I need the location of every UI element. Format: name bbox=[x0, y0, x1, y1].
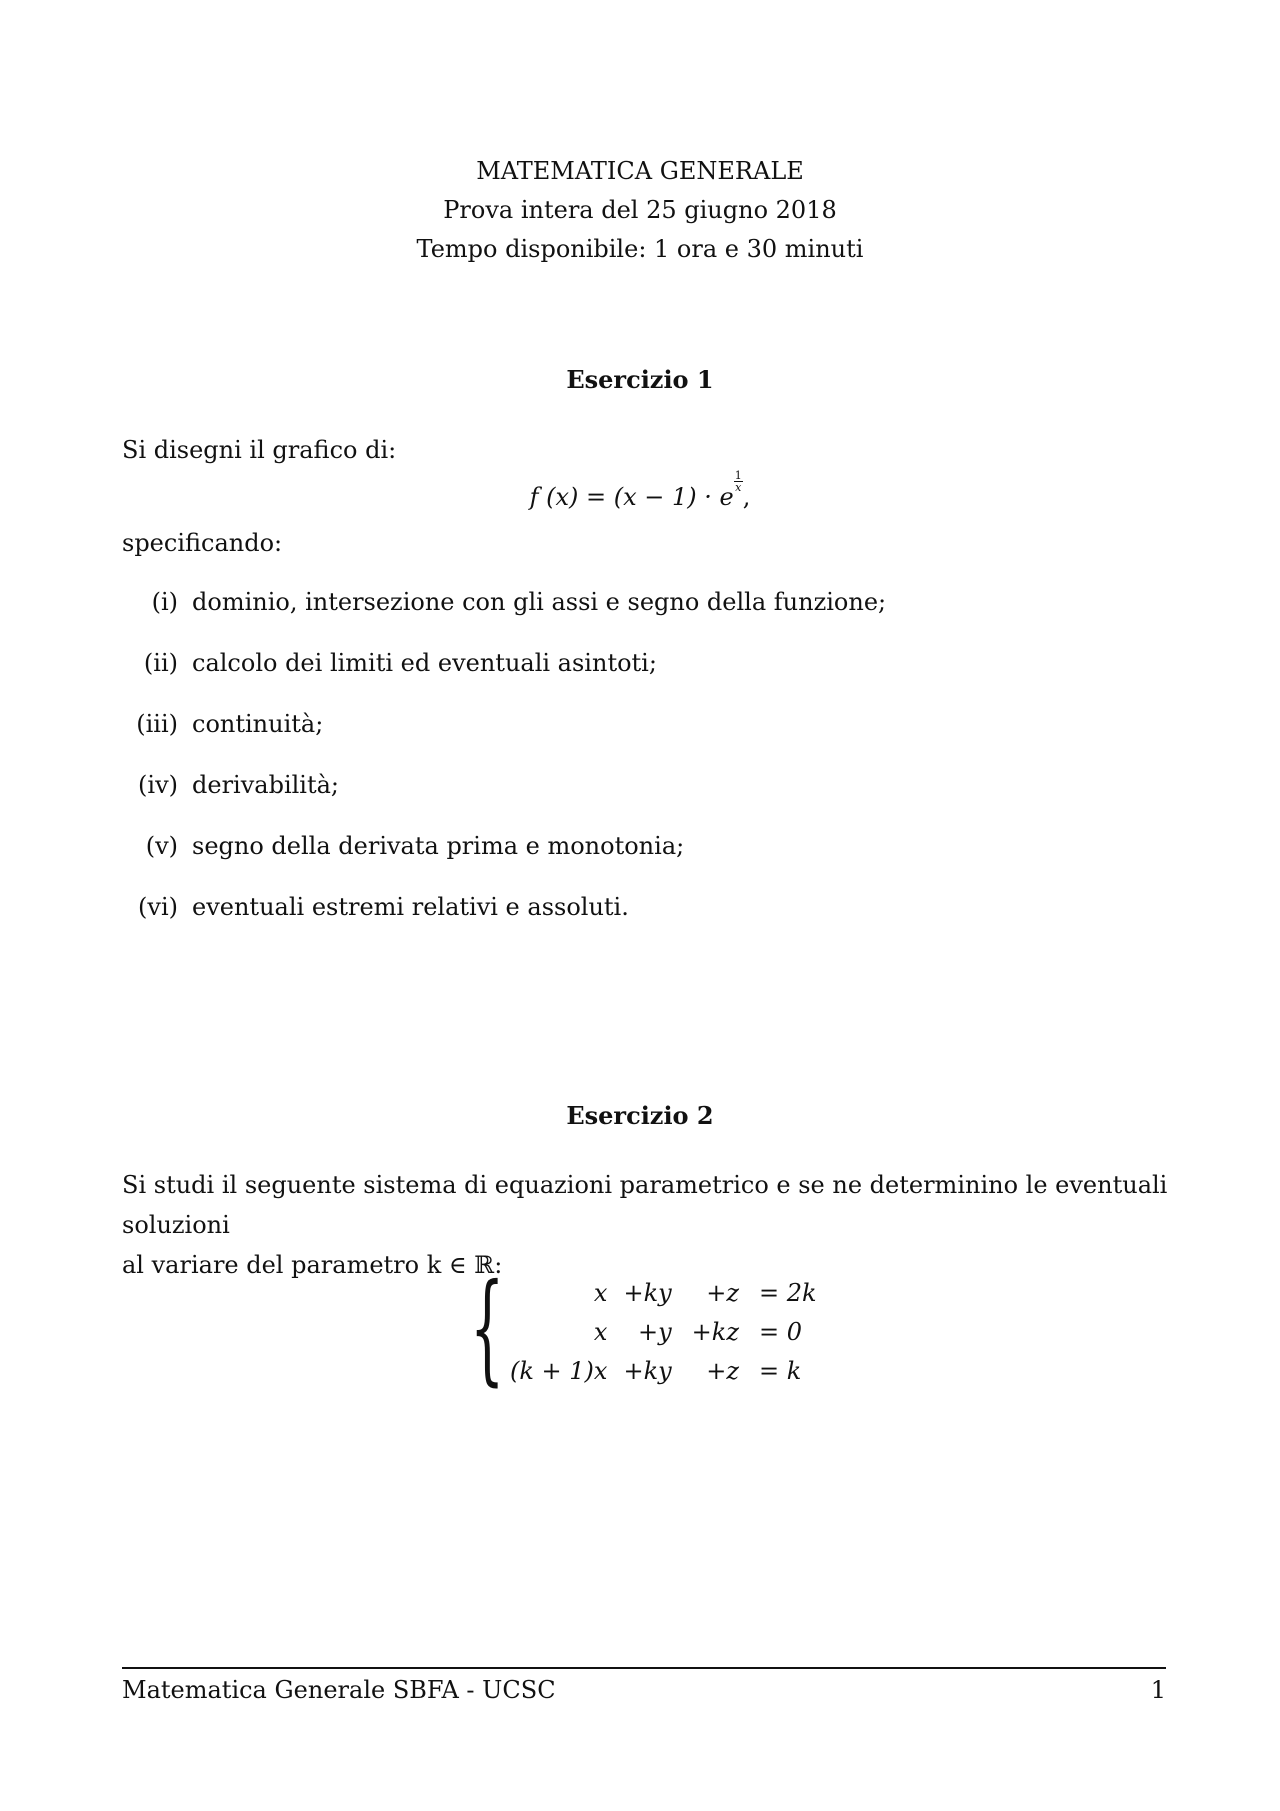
left-brace-icon: { bbox=[470, 1259, 505, 1398]
equation-row bbox=[500, 1351, 827, 1390]
term-x: x bbox=[593, 1317, 608, 1346]
item-number: (v) bbox=[145, 832, 178, 860]
task-list bbox=[122, 576, 1172, 942]
list-item bbox=[122, 698, 1172, 759]
exercise-1-title: Esercizio 1 bbox=[566, 365, 714, 394]
exponent-numerator: 1 bbox=[734, 469, 742, 482]
formula-main: f (x) = (x − 1) · e bbox=[529, 483, 734, 511]
exponent-fraction bbox=[734, 470, 743, 493]
exercise-2-title: Esercizio 2 bbox=[566, 1101, 714, 1130]
item-text: segno della derivata prima e monotonia; bbox=[192, 832, 685, 860]
exercise-1-intro: Si disegni il grafico di: bbox=[122, 436, 397, 464]
item-text: calcolo dei limiti ed eventuali asintoti; bbox=[192, 649, 657, 677]
footer-label: Matematica Generale SBFA - UCSC bbox=[122, 1676, 556, 1704]
list-item bbox=[122, 820, 1172, 881]
function-formula bbox=[0, 470, 1280, 511]
term-x: (k + 1)x bbox=[510, 1356, 608, 1385]
exponent-denominator: x bbox=[735, 481, 742, 494]
document-header bbox=[0, 152, 1280, 269]
item-number: (iii) bbox=[136, 710, 178, 738]
item-text: continuità; bbox=[192, 710, 324, 738]
list-item bbox=[122, 576, 1172, 637]
item-number: (i) bbox=[151, 588, 178, 616]
item-number: (vi) bbox=[138, 893, 178, 921]
term-x: x bbox=[593, 1278, 608, 1307]
term-y: +ky bbox=[623, 1356, 672, 1385]
rhs: = 0 bbox=[758, 1317, 802, 1346]
footer-divider bbox=[122, 1667, 1166, 1669]
page-number: 1 bbox=[1150, 1676, 1166, 1704]
rhs: = k bbox=[758, 1356, 802, 1385]
rhs: = 2k bbox=[758, 1278, 817, 1307]
term-y: +ky bbox=[623, 1278, 672, 1307]
item-text: eventuali estremi relativi e assoluti. bbox=[192, 893, 629, 921]
course-title: MATEMATICA GENERALE bbox=[476, 157, 804, 185]
time-available: Tempo disponibile: 1 ora e 30 minuti bbox=[416, 235, 864, 263]
equation-system bbox=[470, 1259, 830, 1398]
list-item bbox=[122, 759, 1172, 820]
term-y: +y bbox=[638, 1317, 672, 1346]
specify-label: specificando: bbox=[122, 529, 283, 557]
item-text: derivabilità; bbox=[192, 771, 340, 799]
exercise-2-text bbox=[122, 1165, 1280, 1285]
term-z: +kz bbox=[691, 1317, 739, 1346]
exam-date: Prova intera del 25 giugno 2018 bbox=[443, 196, 837, 224]
item-number: (ii) bbox=[143, 649, 178, 677]
equation-row bbox=[500, 1273, 827, 1312]
system-equations bbox=[500, 1273, 827, 1390]
list-item bbox=[122, 881, 1172, 942]
list-item bbox=[122, 637, 1172, 698]
equation-row bbox=[500, 1312, 827, 1351]
exercise-2-text-line-2: al variare del parametro k ∈ ℝ: bbox=[122, 1251, 503, 1279]
exercise-2-text-line-1: Si studi il seguente sistema di equazioni parametrico e se ne determinino le eventuali soluzioni bbox=[122, 1171, 1168, 1239]
term-z: +z bbox=[706, 1356, 739, 1385]
item-text: dominio, intersezione con gli assi e segno della funzione; bbox=[192, 588, 887, 616]
formula-tail: , bbox=[742, 483, 751, 511]
term-z: +z bbox=[706, 1278, 739, 1307]
item-number: (iv) bbox=[138, 771, 178, 799]
